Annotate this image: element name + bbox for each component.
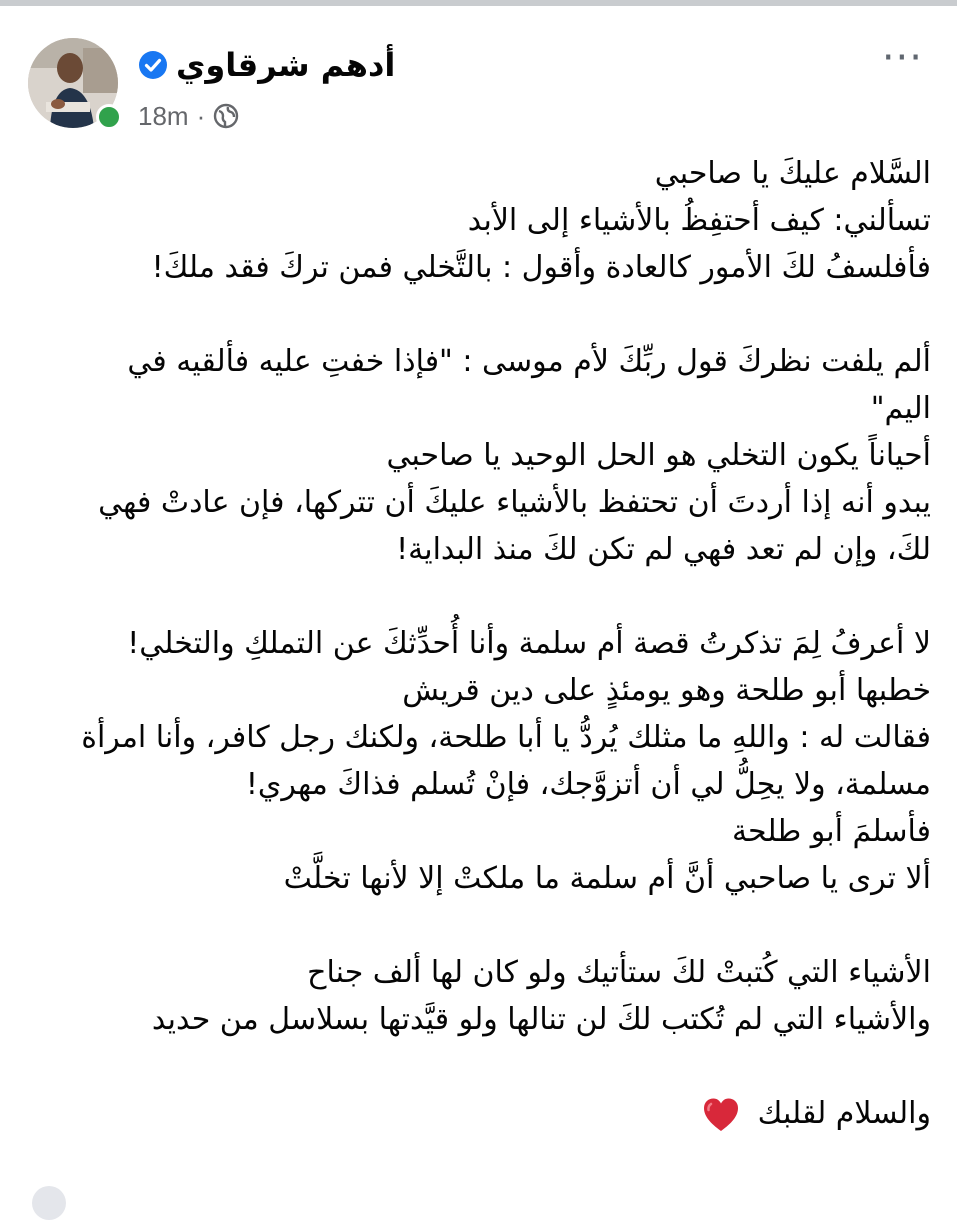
post-line: لا أعرفُ لِمَ تذكرتُ قصة أم سلمة وأنا أُحدِّثكَ عن التملكِ والتخلي!: [127, 626, 931, 661]
closing-line: [26, 1090, 931, 1137]
post-line: ألا ترى يا صاحبي أنَّ أم سلمة ما ملكتْ إلا لأنها تخلَّتْ: [283, 861, 931, 896]
online-status-dot: [96, 104, 122, 130]
reaction-icon[interactable]: [32, 1186, 66, 1220]
verified-badge-icon: [138, 50, 168, 80]
post-line: يبدو أنه إذا أردتَ أن تحتفظ بالأشياء عليكَ أن تتركها، فإن عادتْ فهي: [98, 485, 931, 520]
author-name[interactable]: أدهم شرقاوي: [176, 46, 396, 84]
post-line: فأسلمَ أبو طلحة: [731, 814, 931, 849]
post-time[interactable]: 18m: [138, 100, 189, 131]
paragraph-gap: [26, 291, 931, 338]
post-line: تسألني: كيف أحتفِظُ بالأشياء إلى الأبد: [467, 203, 931, 238]
red-heart-icon: [702, 1097, 740, 1133]
post-line: الأشياء التي كُتبتْ لكَ ستأتيك ولو كان لها ألف جناح: [307, 955, 931, 990]
post-line: أحياناً يكون التخلي هو الحل الوحيد يا صاحبي: [386, 438, 931, 473]
meta-separator: ·: [196, 100, 206, 131]
post-line: فقالت له : واللهِ ما مثلك يُردُّ يا أبا طلحة، ولكنك رجل كافر، وأنا امرأة: [81, 720, 931, 755]
post-body: [26, 150, 931, 1137]
post-header: [0, 0, 957, 140]
paragraph-gap: [26, 1043, 931, 1090]
author-row: [138, 40, 395, 90]
post-line: مسلمة، ولا يحِلُّ لي أن أتزوَّجك، فإنْ تُسلم فذاكَ مهري!: [245, 767, 931, 802]
post-line: خطبها أبو طلحة وهو يومئذٍ على دين قريش: [402, 673, 931, 708]
post-meta: [138, 98, 239, 134]
post-line: والأشياء التي لم تُكتب لكَ لن تنالها ولو قيَّدتها بسلاسل من حديد: [151, 1002, 931, 1037]
post-line: ألم يلفت نظركَ قول ربِّكَ لأم موسى : "فإذا خفتِ عليه فألقيه في: [127, 344, 931, 379]
post-line: اليم": [870, 391, 931, 426]
post-line: السَّلام عليكَ يا صاحبي: [654, 156, 931, 191]
post-line: فأفلسفُ لكَ الأمور كالعادة وأقول : بالتَّخلي فمن تركَ فقد ملكَ!: [151, 250, 931, 285]
closing-text: والسلام لقلبك: [757, 1096, 931, 1131]
post-line: لكَ، وإن لم تعد فهي لم تكن لكَ منذ البداية!: [396, 532, 931, 567]
globe-icon: [213, 103, 239, 129]
more-options-icon[interactable]: ···: [881, 35, 923, 81]
paragraph-gap: [26, 573, 931, 620]
paragraph-gap: [26, 902, 931, 949]
